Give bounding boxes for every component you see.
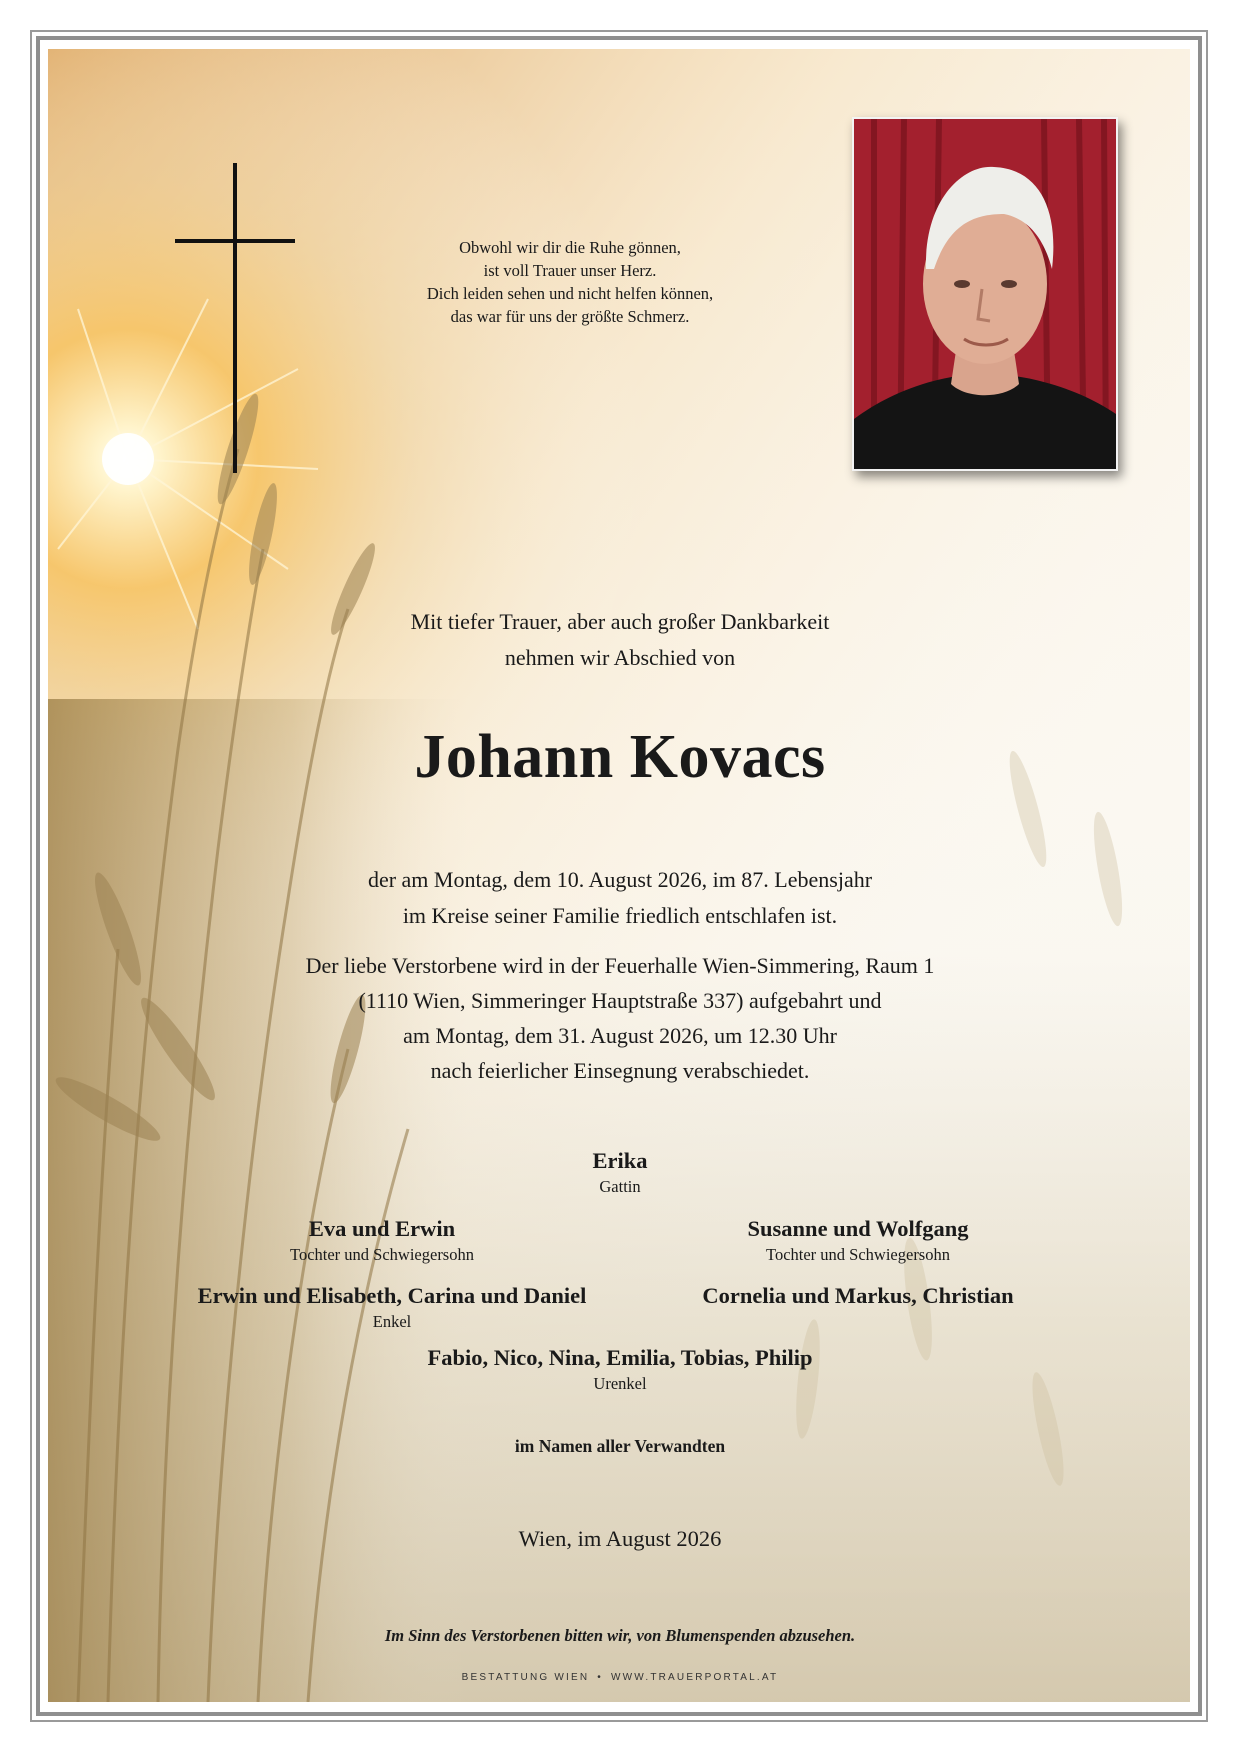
mourner-relation: Tochter und Schwiegersohn <box>766 1245 950 1264</box>
ceremony-line: (1110 Wien, Simmeringer Hauptstraße 337) aufgebahrt und <box>358 988 882 1013</box>
ceremony-announcement <box>0 948 1240 1088</box>
all-relatives-note: im Namen aller Verwandten <box>514 1436 726 1456</box>
funeral-company: BESTATTUNG WIEN <box>461 1672 590 1683</box>
flower-donation-note: Im Sinn des Verstorbenen bitten wir, von Blumenspenden abzusehen. <box>384 1626 856 1645</box>
mourner-relation: Gattin <box>599 1177 641 1196</box>
ceremony-line: am Montag, dem 31. August 2026, um 12.30 Uhr <box>403 1023 837 1048</box>
mourner-spouse <box>470 1146 770 1198</box>
mourner-name: Erwin und Elisabeth, Carina und Daniel <box>197 1283 587 1308</box>
poem-line: ist voll Trauer unser Herz. <box>483 261 657 280</box>
mourner-grandchildren-left <box>162 1281 622 1333</box>
poem-line: Dich leiden sehen und nicht helfen können, <box>426 284 714 303</box>
mourner-name: Fabio, Nico, Nina, Emilia, Tobias, Philip <box>427 1345 813 1370</box>
intro-line: Mit tiefer Trauer, aber auch großer Dankbarkeit <box>410 609 830 634</box>
ceremony-line: nach feierlicher Einsegnung verabschiedet. <box>430 1058 810 1083</box>
mourner-relation: Tochter und Schwiegersohn <box>290 1245 474 1264</box>
mourner-relation: Urenkel <box>593 1374 647 1393</box>
intro-text <box>0 604 1240 676</box>
website-link[interactable]: WWW.TRAUERPORTAL.AT <box>610 1672 779 1683</box>
deceased-name: Johann Kovacs <box>414 723 826 791</box>
portrait-photo <box>852 117 1118 471</box>
place-date: Wien, im August 2026 <box>518 1526 722 1551</box>
death-announcement <box>0 862 1240 934</box>
mourner-name: Cornelia und Markus, Christian <box>702 1283 1014 1308</box>
memorial-poem <box>350 236 790 328</box>
mourner-name: Erika <box>592 1148 648 1173</box>
mourner-name: Susanne und Wolfgang <box>747 1216 969 1241</box>
mourner-child-right <box>708 1214 1008 1266</box>
mourner-child-left <box>232 1214 532 1266</box>
poem-line: das war für uns der größte Schmerz. <box>450 307 690 326</box>
mourner-name: Eva und Erwin <box>308 1216 456 1241</box>
mourner-relation: Enkel <box>372 1312 412 1331</box>
mourner-great-grandchildren <box>370 1343 870 1395</box>
mourner-grandchildren-right <box>658 1281 1058 1311</box>
cross-icon <box>175 163 295 473</box>
death-line: im Kreise seiner Familie friedlich entschlafen ist. <box>402 903 838 928</box>
death-line: der am Montag, dem 10. August 2026, im 87. Lebensjahr <box>367 867 873 892</box>
intro-line: nehmen wir Abschied von <box>504 645 736 670</box>
ceremony-line: Der liebe Verstorbene wird in der Feuerhalle Wien-Simmering, Raum 1 <box>305 953 935 978</box>
footer-credits <box>0 1672 1240 1683</box>
poem-line: Obwohl wir dir die Ruhe gönnen, <box>459 238 681 257</box>
footer-separator: • <box>597 1672 603 1683</box>
